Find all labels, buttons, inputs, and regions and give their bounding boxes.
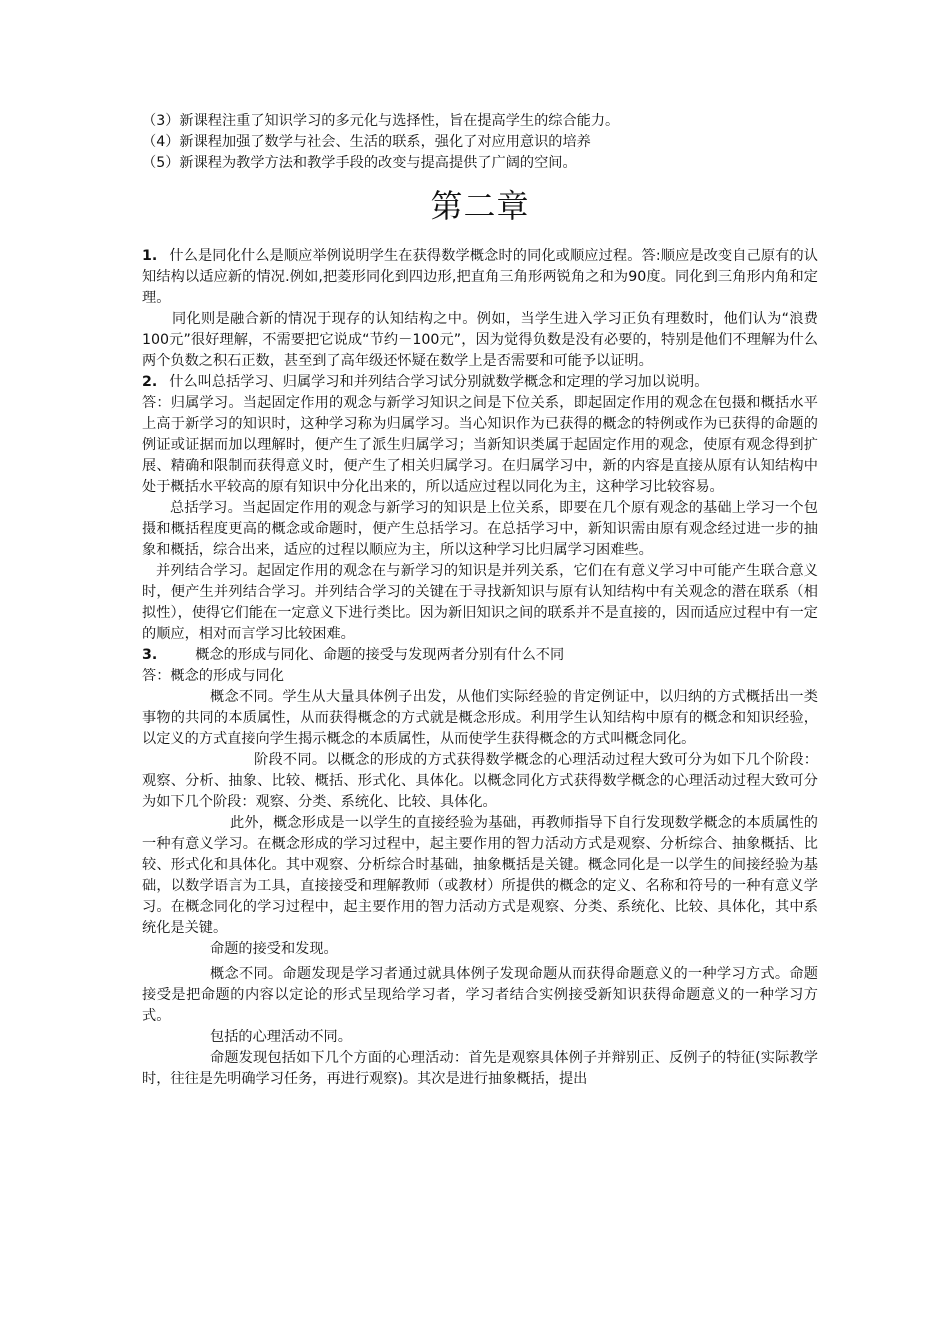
question-number: 2. <box>142 374 158 390</box>
answer-subsumption: 答：归属学习。当起固定作用的观念与新学习知识之间是下位关系，即起固定作用的观念在包摄和概括水平上高于新学习的知识时，这种学习称为归属学习。当心知识作为已获得的概念的特例或作为已获得的命题的例证或证据而加以理解时，便产生了派生归属学习；当新知识类属于起固定作用的观念，使原有观念得到扩展、精确和限制而获得意义时，便产生了相关归属学习。在归属学习中，新的内容是直接从原有认知结构中处于概括水平较高的原有知识中分化出来的，所以适应过程以同化为主，这种学习比较容易。 <box>142 395 818 495</box>
question-number: 1. <box>142 248 158 264</box>
list-item: （5）新课程为教学方法和教学手段的改变与提高提供了广阔的空间。 <box>142 155 577 171</box>
question-3-text: 概念的形成与同化、命题的接受与发现两者分别有什么不同 <box>195 647 565 663</box>
question-number: 3. <box>142 647 158 663</box>
paragraph-proposition-concept: 概念不同。命题发现是学习者通过就具体例子发现命题从而获得命题意义的一种学习方式。命题接受是把命题的内容以定论的形式呈现给学习者，学习者结合实例接受新知识获得命题意义的一种学习方式。 <box>142 966 818 1024</box>
paragraph-proposition-activity: 命题发现包括如下几个方面的心理活动：首先是观察具体例子并辩别正、反例子的特征(实际教学时，往往是先明确学习任务，再进行观察)。其次是进行抽象概括，提出 <box>142 1050 818 1087</box>
sub-heading-activity: 包括的心理活动不同。 <box>210 1029 352 1045</box>
answer-heading: 答：概念的形成与同化 <box>142 668 284 684</box>
intro-list <box>142 111 818 174</box>
paragraph-assimilation: 同化则是融合新的情况于现存的认知结构之中。例如，当学生进入学习正负有理数时，他们认为“浪费100元”很好理解，不需要把它说成“节约－100元”，因为觉得负数是没有必要的，特别是他们不理解为什么两个负数之积石正数，甚至到了高年级还怀疑在数学上是否需要和可能予以证明。 <box>142 311 818 369</box>
list-item: （3）新课程注重了知识学习的多元化与选择性，旨在提高学生的综合能力。 <box>142 113 620 129</box>
paragraph-concept-difference: 概念不同。学生从大量具体例子出发，从他们实际经验的肯定例证中，以归纳的方式概括出一类事物的共同的本质属性，从而获得概念的方式就是概念形成。利用学生认知结构中原有的概念和知识经验，以定义的方式直接向学生揭示概念的本质属性，从而使学生获得概念的方式叫概念同化。 <box>142 689 818 747</box>
chapter-title: 第二章 <box>430 187 530 225</box>
question-2 <box>142 372 818 393</box>
question-3 <box>142 645 818 666</box>
question-1 <box>142 246 818 309</box>
question-1-text: 什么是同化什么是顺应举例说明学生在获得数学概念时的同化或顺应过程。答:顺应是改变自己原有的认知结构以适应新的情况.例如,把菱形同化到四边形,把直角三角形两锐角之和为90度。同化到三角形内角和定理。 <box>142 248 818 306</box>
document-body <box>142 111 818 1090</box>
paragraph-superordinate: 总括学习。当起固定作用的观念与新学习的知识是上位关系，即要在几个原有观念的基础上学习一个包摄和概括程度更高的概念或命题时，便产生总括学习。在总括学习中，新知识需由原有观念经过进一步的抽象和概括，综合出来，适应的过程以顺应为主，所以这种学习比归属学习困难些。 <box>142 500 818 558</box>
sub-heading-proposition: 命题的接受和发现。 <box>210 941 338 957</box>
paragraph-stage-difference: 阶段不同。以概念的形成的方式获得数学概念的心理活动过程大致可分为如下几个阶段：观察、分析、抽象、比较、概括、形式化、具体化。以概念同化方式获得数学概念的心理活动过程大致可分为如下几个阶段：观察、分类、系统化、比较、具体化。 <box>142 752 818 810</box>
list-item: （4）新课程加强了数学与社会、生活的联系，强化了对应用意识的培养 <box>142 134 591 150</box>
paragraph-besides: 此外，概念形成是一以学生的直接经验为基础，再教师指导下自行发现数学概念的本质属性的一种有意义学习。在概念形成的学习过程中，起主要作用的智力活动方式是观察、分析综合、抽象概括、比较、形式化和具体化。其中观察、分析综合时基础，抽象概括是关键。概念同化是一以学生的间接经验为基础，以数学语言为工具，直接接受和理解教师（或教材）所提供的概念的定义、名称和符号的一种有意义学习。在概念同化的学习过程中，起主要作用的智力活动方式是观察、分类、系统化、比较、具体化，其中系统化是关键。 <box>142 815 818 936</box>
question-2-text: 什么叫总括学习、归属学习和并列结合学习试分别就数学概念和定理的学习加以说明。 <box>169 374 709 390</box>
paragraph-combinatorial: 并列结合学习。起固定作用的观念在与新学习的知识是并列关系，它们在有意义学习中可能产生联合意义时，便产生并列结合学习。并列结合学习的关键在于寻找新知识与原有认知结构中有关观念的潜在联系（相拟性），使得它们能在一定意义下进行类比。因为新旧知识之间的联系并不是直接的，因而适应过程中有一定的顺应，相对而言学习比较困难。 <box>142 563 818 642</box>
